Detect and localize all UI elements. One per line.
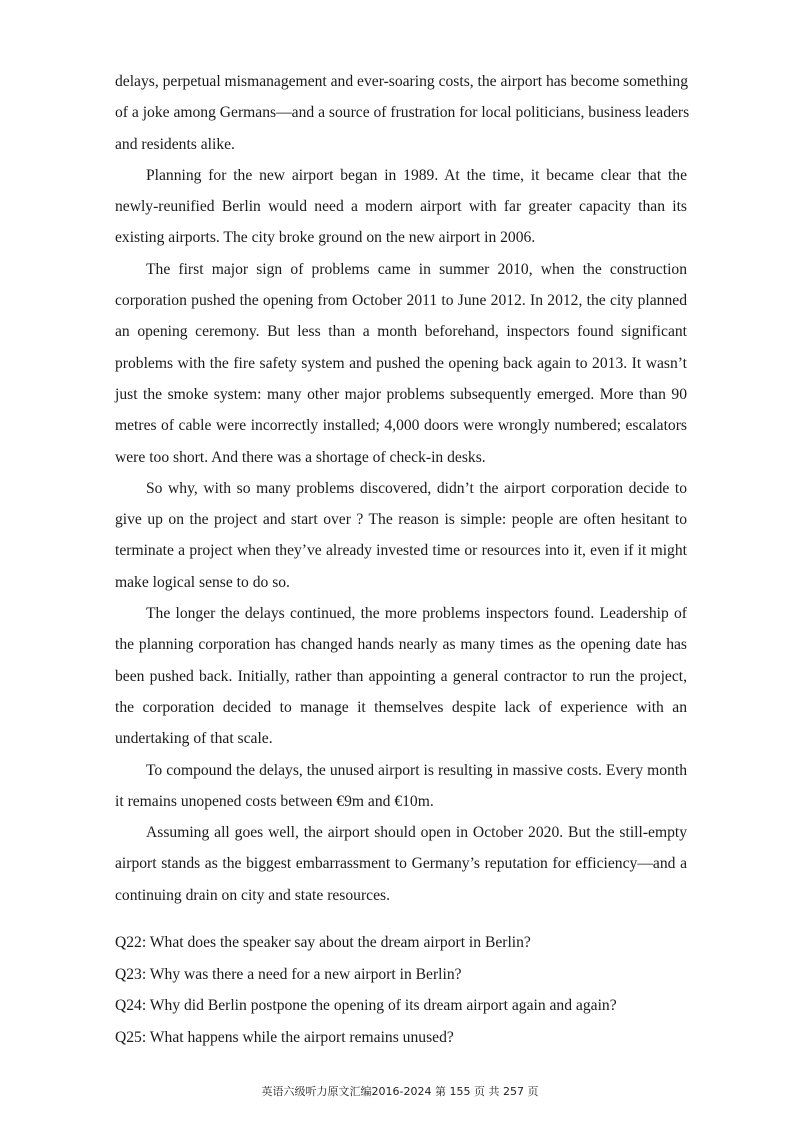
text-line: The longer the delays continued, the more problems inspectors found. Leadership of	[146, 605, 687, 623]
text-line: were too short. And there was a shortage of check-in desks.	[115, 448, 486, 466]
text-line: corporation pushed the opening from October 2011 to June 2012. In 2012, the city planned	[115, 292, 687, 310]
question-24: Q24: Why did Berlin postpone the opening of its dream airport again and again?	[115, 997, 617, 1015]
text-line: just the smoke system: many other major problems subsequently emerged. More than 90	[115, 385, 687, 403]
text-line: the corporation decided to manage it themselves despite lack of experience with an	[115, 698, 687, 716]
text-line: problems with the fire safety system and pushed the opening back again to 2013. It wasn’t	[115, 354, 687, 372]
text-line: the planning corporation has changed hands nearly as many times as the opening date has	[115, 636, 687, 654]
text-line: and residents alike.	[115, 135, 235, 153]
article-body	[115, 66, 690, 911]
text-line: continuing drain on city and state resources.	[115, 886, 390, 904]
text-line: it remains unopened costs between €9m and €10m.	[115, 792, 434, 810]
question-22: Q22: What does the speaker say about the dream airport in Berlin?	[115, 934, 531, 952]
text-line: The first major sign of problems came in summer 2010, when the construction	[146, 260, 687, 278]
page-footer: 英语六级听力原文汇编2016-2024 第 155 页 共 257 页	[261, 1085, 539, 1098]
paragraph	[115, 254, 687, 473]
text-line: To compound the delays, the unused airport is resulting in massive costs. Every month	[146, 761, 687, 779]
paragraph	[115, 817, 687, 911]
text-line: existing airports. The city broke ground on the new airport in 2006.	[115, 229, 536, 247]
paragraph	[115, 473, 687, 598]
text-line: So why, with so many problems discovered, didn’t the airport corporation decide to	[146, 479, 687, 497]
text-line: newly-reunified Berlin would need a modern airport with far greater capacity than its	[115, 198, 687, 216]
text-line: metres of cable were incorrectly installed; 4,000 doors were wrongly numbered; escalators	[115, 417, 687, 435]
question-25: Q25: What happens while the airport remains unused?	[115, 1028, 454, 1046]
text-line: been pushed back. Initially, rather than appointing a general contractor to run the project,	[115, 667, 687, 685]
text-line: Assuming all goes well, the airport should open in October 2020. But the still-empty	[146, 824, 687, 842]
text-line: airport stands as the biggest embarrassment to Germany’s reputation for efficiency—and a	[115, 855, 687, 873]
paragraph	[115, 160, 687, 254]
text-line: give up on the project and start over ? The reason is simple: people are often hesitant to	[115, 511, 687, 529]
text-line: make logical sense to do so.	[115, 573, 290, 591]
text-line: undertaking of that scale.	[115, 730, 273, 748]
text-line: delays, perpetual mismanagement and ever-soaring costs, the airport has become something	[115, 73, 689, 90]
paragraph	[115, 755, 687, 818]
text-line: Planning for the new airport began in 1989. At the time, it became clear that the	[146, 166, 687, 184]
question-23: Q23: Why was there a need for a new airport in Berlin?	[115, 965, 462, 983]
text-line: of a joke among Germans—and a source of frustration for local politicians, business leaders	[115, 104, 690, 122]
paragraph	[115, 66, 690, 160]
question-list	[115, 927, 687, 1053]
text-line: terminate a project when they’ve already invested time or resources into it, even if it might	[115, 542, 687, 560]
paragraph	[115, 598, 687, 754]
document-page	[115, 66, 690, 1053]
text-line: an opening ceremony. But less than a month beforehand, inspectors found significant	[115, 323, 687, 341]
